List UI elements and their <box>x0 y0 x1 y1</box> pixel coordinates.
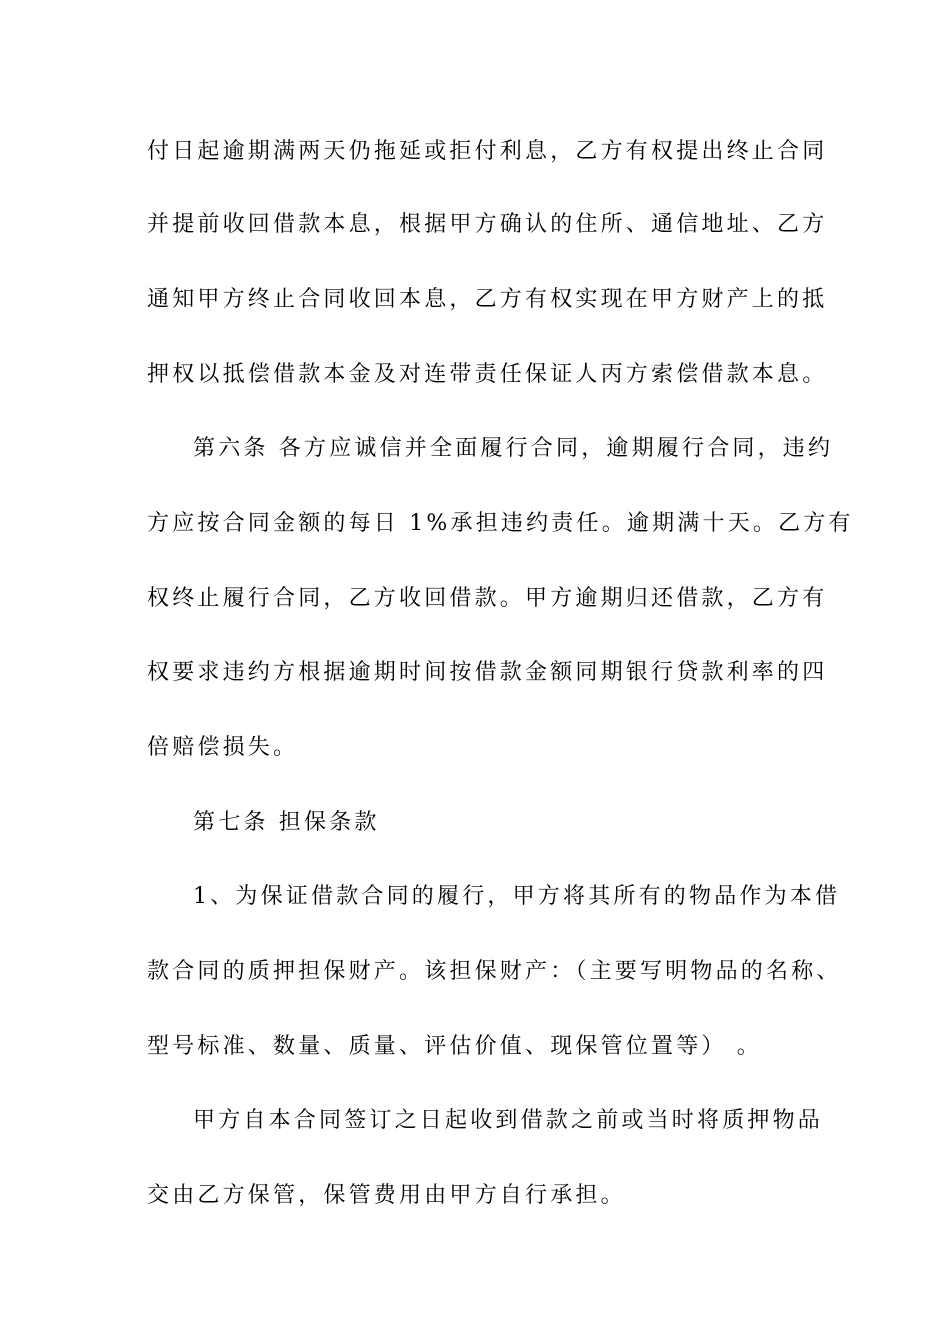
text-line: 付日起逾期满两天仍拖延或拒付利息，乙方有权提出终止合同 <box>147 139 828 164</box>
text-line: 型号标准、数量、质量、评估价值、现保管位置等） 。 <box>147 1034 762 1059</box>
text-line: 甲方自本合同签订之日起收到借款之前或当时将质押物品 <box>193 1108 824 1133</box>
text-line: 并提前收回借款本息，根据甲方确认的住所、通信地址、乙方 <box>147 212 828 237</box>
text-line: 款合同的质押担保财产。该担保财产：（主要写明物品的名称、 <box>147 959 842 984</box>
text-line: 1、为保证借款合同的履行，甲方将其所有的物品作为本借 <box>193 884 841 909</box>
text-line: 方应按合同金额的每日 1%承担违约责任。逾期满十天。乙方有 <box>147 511 854 536</box>
text-line: 交由乙方保管，保管费用由甲方自行承担。 <box>147 1183 626 1208</box>
text-line: 倍赔偿损失。 <box>147 735 299 760</box>
text-line: 第七条 担保条款 <box>193 810 380 835</box>
text-line: 押权以抵偿借款本金及对连带责任保证人丙方索偿借款本息。 <box>147 362 828 387</box>
text-line: 权要求违约方根据逾期时间按借款金额同期银行贷款利率的四 <box>147 660 828 685</box>
text-line: 通知甲方终止合同收回本息，乙方有权实现在甲方财产上的抵 <box>147 287 828 312</box>
text-line: 第六条 各方应诚信并全面履行合同，逾期履行合同，违约 <box>193 436 834 461</box>
text-line: 权终止履行合同，乙方收回借款。甲方逾期归还借款，乙方有 <box>147 586 828 611</box>
